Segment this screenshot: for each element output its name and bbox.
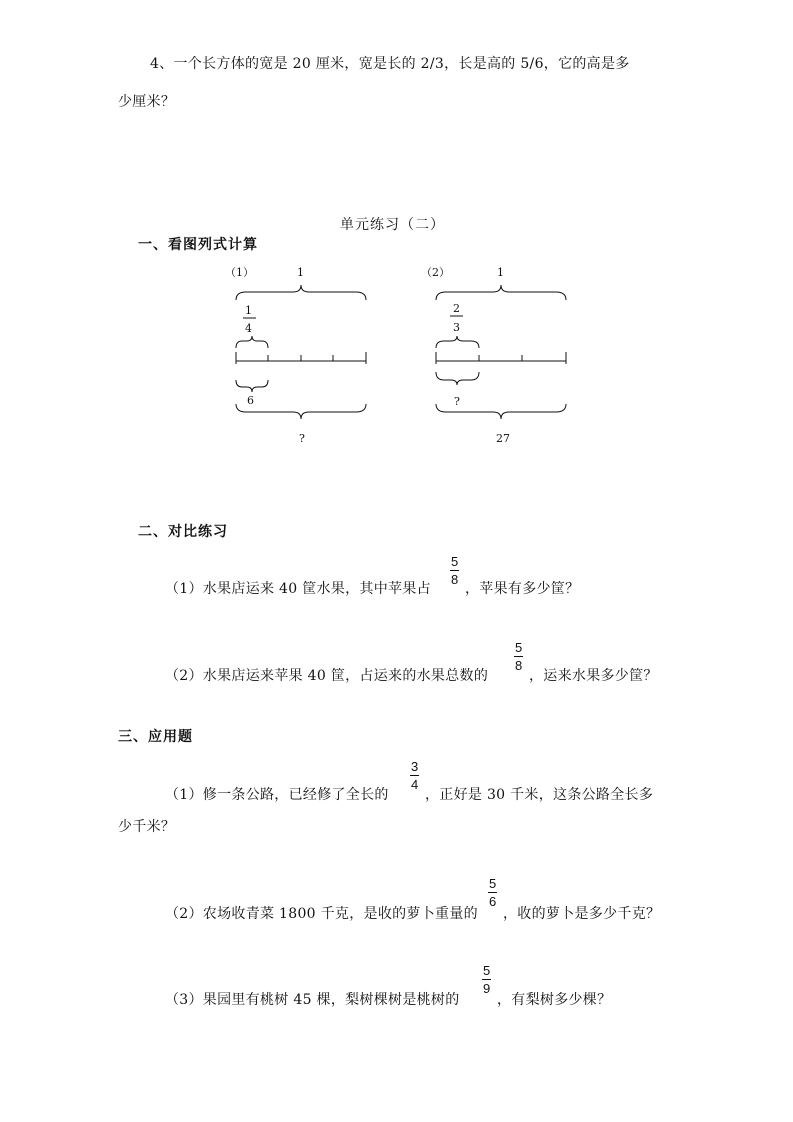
diagram2-frac-den: 3 (453, 321, 460, 334)
diagram2-whole: 1 (497, 266, 504, 279)
section2-p1-text: （1）水果店运来 40 筐水果，其中苹果占 (165, 581, 431, 597)
fraction-denominator: 9 (483, 981, 491, 996)
section3-title: 三、应用题 (118, 729, 193, 745)
section2-title: 二、对比练习 (138, 524, 228, 540)
fraction-denominator: 4 (411, 777, 419, 792)
section3-p1-fraction (410, 760, 419, 791)
section3-p1-text: （1）修一条公路，已经修了全长的 (165, 787, 389, 803)
section3-p2-tail: ，收的萝卜是多少千克？ (503, 906, 661, 922)
diagram1-total-value: ? (299, 432, 305, 445)
fraction-numerator: 5 (483, 963, 491, 978)
section3-p2-fraction (488, 877, 497, 908)
diagram-1 (225, 266, 366, 445)
section2-p2-text: （2）水果店运来苹果 40 筐，占运来的水果总数的 (165, 668, 489, 684)
section1-title: 一、看图列式计算 (138, 237, 258, 253)
diagram2-frac-num: 2 (453, 302, 460, 315)
fraction-numerator: 3 (411, 759, 419, 774)
diagram2-part-value: ? (454, 395, 460, 408)
diagram2-part-brace-top (436, 336, 479, 348)
unit-title: 单元练习（二） (340, 217, 445, 233)
diagram1-part-brace-bottom (236, 380, 268, 392)
diagram1-frac-num: 1 (245, 304, 252, 317)
diagram2-total-value: 27 (496, 432, 510, 445)
fraction-denominator: 8 (515, 658, 523, 673)
section3-p1-line2: 少千米？ (118, 819, 176, 835)
q4-line1: 4、一个长方体的宽是 20 厘米，宽是长的 2/3，长是高的 5/6，它的高是多 (150, 56, 630, 72)
fraction-numerator: 5 (489, 876, 497, 891)
section2-p2-fraction (514, 641, 523, 672)
section3-p2-text: （2）农场收青菜 1800 千克，是收的萝卜重量的 (165, 906, 478, 922)
fraction-numerator: 5 (515, 640, 523, 655)
fraction-denominator: 6 (489, 894, 497, 909)
fraction-numerator: 5 (451, 554, 459, 569)
section3-p1-tail: ，正好是 30 千米，这条公路全长多 (425, 787, 654, 803)
section2-p1-fraction (450, 555, 459, 586)
diagram1-label: （1） (225, 266, 254, 279)
diagram1-bottom-brace (236, 404, 366, 419)
diagram2-label: （2） (421, 266, 450, 279)
fraction-denominator: 8 (451, 572, 459, 587)
diagram2-part-brace-bottom (436, 372, 479, 385)
diagram1-part-brace-top (236, 336, 268, 348)
diagram1-part-value: 6 (247, 394, 254, 407)
section3-p3-tail: ，有梨树多少棵？ (497, 992, 612, 1008)
diagram2-top-brace (436, 285, 566, 300)
diagram1-whole: 1 (297, 266, 304, 279)
diagram1-top-brace (236, 285, 366, 300)
section2-p2-tail: ，运来水果多少筐？ (529, 668, 658, 684)
diagram1-frac-den: 4 (245, 322, 252, 335)
section3-p3-fraction (482, 964, 491, 995)
section3-p3-text: （3）果园里有桃树 45 棵，梨树棵树是桃树的 (165, 992, 460, 1008)
diagram-2 (421, 266, 566, 445)
q4-line2: 少厘米？ (118, 94, 176, 110)
section2-p1-tail: ，苹果有多少筐？ (465, 581, 580, 597)
